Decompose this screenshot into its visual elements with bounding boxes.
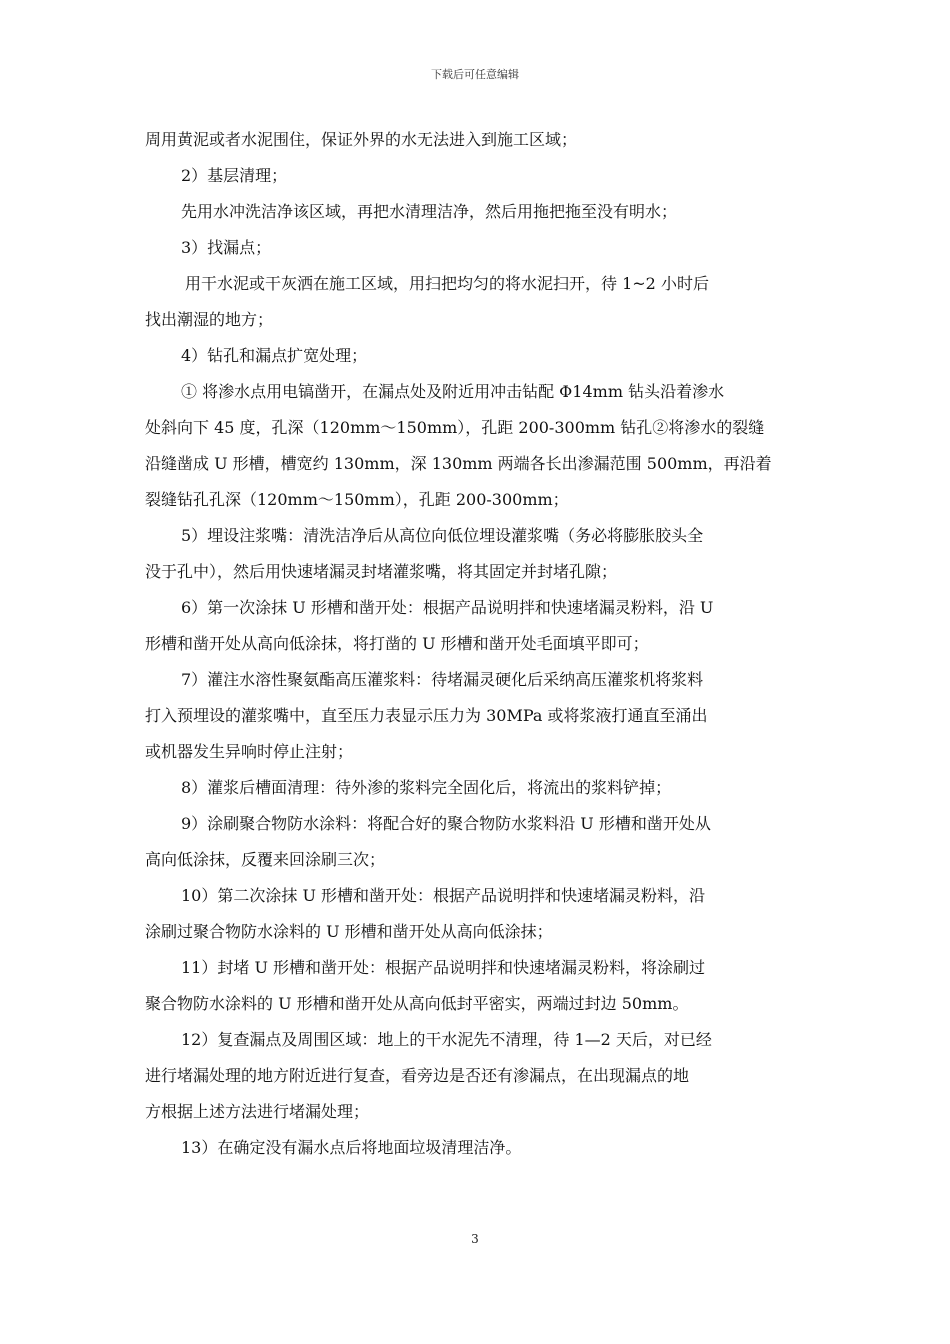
text-line: 打入预埋设的灌浆嘴中，直至压力表显示压力为 30MPa 或将浆液打通直至涌出 xyxy=(145,706,708,725)
text-line: 高向低涂抹，反覆来回涂刷三次； xyxy=(145,850,386,869)
text-line: 聚合物防水涂料的 U 形槽和凿开处从高向低封平密实，两端过封边 50mm。 xyxy=(145,994,689,1013)
text-line: 处斜向下 45 度，孔深（120mm～150mm），孔距 200-300mm 钻孔②将渗水的裂缝 xyxy=(145,418,765,437)
text-line: 用干水泥或干灰洒在施工区域，用扫把均匀的将水泥扫开，待 1~2 小时后 xyxy=(185,274,709,293)
text-line: 2）基层清理； xyxy=(181,166,288,185)
text-line: 9）涂刷聚合物防水涂料：将配合好的聚合物防水浆料沿 U 形槽和凿开处从 xyxy=(181,814,711,833)
text-line: 周用黄泥或者水泥围住，保证外界的水无法进入到施工区域； xyxy=(145,130,578,149)
page-header: 下载后可任意编辑 xyxy=(431,68,519,81)
text-line: ① 将渗水点用电镐凿开，在漏点处及附近用冲击钻配 Φ14mm 钻头沿着渗水 xyxy=(181,382,725,401)
text-line: 3）找漏点； xyxy=(181,238,272,257)
text-line: 8）灌浆后槽面清理：待外渗的浆料完全固化后，将流出的浆料铲掉； xyxy=(181,778,672,797)
text-line: 进行堵漏处理的地方附近进行复查，看旁边是否还有渗漏点，在出现漏点的地 xyxy=(145,1066,690,1085)
text-line: 4）钻孔和漏点扩宽处理； xyxy=(181,346,368,365)
text-line: 找出潮湿的地方； xyxy=(145,310,274,329)
text-line: 没于孔中），然后用快速堵漏灵封堵灌浆嘴，将其固定并封堵孔隙； xyxy=(145,562,618,581)
text-line: 形槽和凿开处从高向低涂抹，将打凿的 U 形槽和凿开处毛面填平即可； xyxy=(145,634,649,653)
document-body xyxy=(145,122,810,1166)
text-line: 涂刷过聚合物防水涂料的 U 形槽和凿开处从高向低涂抹； xyxy=(145,922,553,941)
text-line: 裂缝钻孔孔深（120mm～150mm），孔距 200-300mm； xyxy=(145,490,569,509)
page-number: 3 xyxy=(471,1232,479,1246)
text-line: 6）第一次涂抹 U 形槽和凿开处：根据产品说明拌和快速堵漏灵粉料，沿 U xyxy=(181,598,714,617)
text-line: 7）灌注水溶性聚氨酯高压灌浆料：待堵漏灵硬化后采纳高压灌浆机将浆料 xyxy=(181,670,704,689)
text-line: 先用水冲洗洁净该区域，再把水清理洁净，然后用拖把拖至没有明水； xyxy=(181,202,678,221)
text-line: 10）第二次涂抹 U 形槽和凿开处：根据产品说明拌和快速堵漏灵粉料，沿 xyxy=(181,886,706,905)
text-line: 沿缝凿成 U 形槽，槽宽约 130mm，深 130mm 两端各长出渗漏范围 500mm，再沿着 xyxy=(145,454,772,473)
text-line: 或机器发生异响时停止注射； xyxy=(145,742,354,761)
text-line: 5）埋设注浆嘴：清洗洁净后从高位向低位埋设灌浆嘴（务必将膨胀胶头全 xyxy=(181,526,704,545)
text-line: 方根据上述方法进行堵漏处理； xyxy=(145,1102,370,1121)
text-line: 11）封堵 U 形槽和凿开处：根据产品说明拌和快速堵漏灵粉料，将涂刷过 xyxy=(181,958,706,977)
text-line: 13）在确定没有漏水点后将地面垃圾清理洁净。 xyxy=(181,1138,522,1157)
text-line: 12）复查漏点及周围区域：地上的干水泥先不清理，待 1—2 天后，对已经 xyxy=(181,1030,712,1049)
